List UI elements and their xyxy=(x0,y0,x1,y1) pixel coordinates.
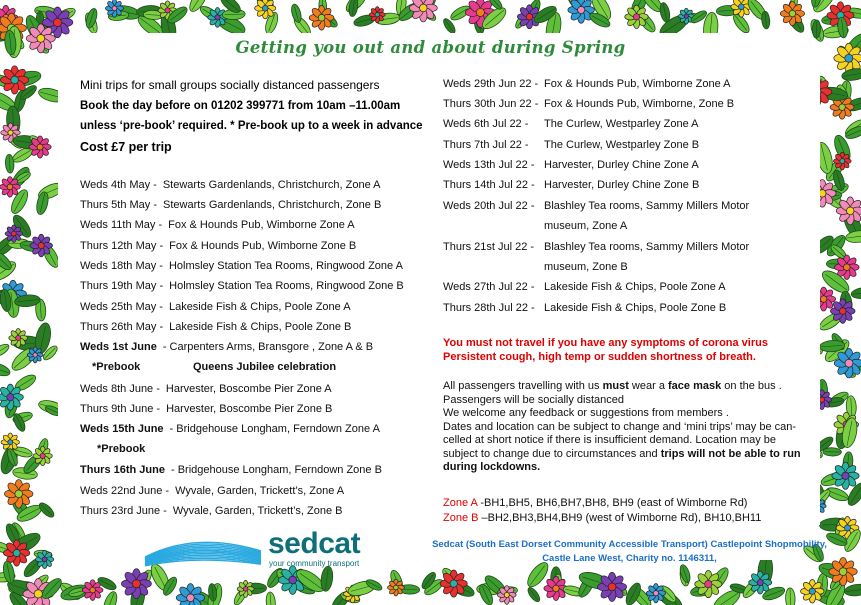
trip-place: Harvester, Durley Chine Zone B xyxy=(544,179,700,191)
trip-place: Blashley Tea rooms, Sammy Millers Motor xyxy=(544,200,750,212)
intro-booking-line: Book the day before on 01202 399771 from 10am –11.00am xyxy=(80,100,401,112)
trip-place: Stewarts Gardenlands, Christchurch, Zone A xyxy=(162,179,381,191)
sedcat-logo xyxy=(141,527,365,569)
trip-place: Lakeside Fish & Chips, Poole Zone B xyxy=(169,321,352,333)
trip-place: Holmsley Station Tea Rooms, Ringwood Zone B xyxy=(169,280,404,292)
trip-place: Harvester, Boscombe Pier Zone A xyxy=(165,383,332,395)
trip-place: Blashley Tea rooms, Sammy Millers Motor xyxy=(544,241,750,253)
trip-date: Weds 13th Jul 22 - xyxy=(443,159,535,171)
intro-prebook-line: unless ‘pre-book’ required. * Pre-book up to a week in advance xyxy=(80,120,423,132)
trip-place: Fox & Hounds Pub, Wimborne Zone A xyxy=(168,219,355,231)
trip-row xyxy=(80,423,380,435)
trip-date: Thurs 16th June xyxy=(80,464,165,476)
trip-date: Thurs 23rd June - xyxy=(80,505,167,517)
footer-charity-info xyxy=(432,538,827,566)
trip-place: Fox & Hounds Pub, Wimborne Zone B xyxy=(169,240,357,252)
trip-date: Weds 11th May - xyxy=(80,219,163,231)
trip-row xyxy=(80,464,382,476)
prebook-note-1: *Prebook xyxy=(92,361,141,373)
mask-rule: All passengers travelling with us must wear a face mask on the bus . xyxy=(443,380,782,392)
trip-place: Harvester, Durley Chine Zone A xyxy=(544,159,699,171)
logo-swoosh-icon xyxy=(141,527,266,569)
trip-date: Thurs 14th Jul 22 - xyxy=(443,179,535,191)
trip-date: Thurs 26th May - xyxy=(80,321,164,333)
passenger-info xyxy=(443,380,813,475)
trip-row xyxy=(80,341,373,353)
trip-date: Weds 8th June - xyxy=(80,383,160,395)
trip-row xyxy=(80,321,351,333)
trip-place: Wyvale, Garden, Trickett’s, Zone B xyxy=(172,505,343,517)
logo-name: sedcat xyxy=(268,527,361,560)
trip-date: Thurs 9th June - xyxy=(80,403,161,415)
trip-place: Lakeside Fish & Chips, Poole Zone B xyxy=(544,302,727,314)
trip-row xyxy=(80,403,332,415)
feedback-note: We welcome any feedback or suggestions from members . xyxy=(443,407,729,419)
trip-place: museum, Zone B xyxy=(544,261,628,273)
trip-date: Thurs 7th Jul 22 - xyxy=(443,139,529,151)
trip-row xyxy=(80,219,355,231)
trip-date: Weds 4th May - xyxy=(80,179,157,191)
trip-place: Stewarts Gardenlands, Christchurch, Zone B xyxy=(163,199,382,211)
zone-b-row: Zone B –BH2,BH3,BH4,BH9 (west of Wimborne Rd), BH10,BH11 xyxy=(443,512,762,524)
covid-warning-line-2: Persistent cough, high temp or sudden shortness of breath. xyxy=(443,351,756,363)
changes-note: Dates and location can be subject to change and ‘mini trips’ may be can-celled at short notice if there is insufficient demand. Location may be subject to change due to circumstances and trips will not be able to run during lockdowns. xyxy=(443,420,801,473)
trip-date: Thurs 5th May - xyxy=(80,199,158,211)
trip-place: Holmsley Station Tea Rooms, Ringwood Zone A xyxy=(168,260,403,272)
trip-row xyxy=(80,240,356,252)
trip-date: Weds 22nd June - xyxy=(80,485,170,497)
trip-date: Weds 18th May - xyxy=(80,260,163,272)
trip-date: Thurs 28th Jul 22 - xyxy=(443,302,535,314)
trip-row xyxy=(80,301,351,313)
poster-title: Getting you out and about during Spring xyxy=(235,38,626,57)
zone-a-row: Zone A -BH1,BH5, BH6,BH7,BH8, BH9 (east of Wimborne Rd) xyxy=(443,497,748,509)
distancing-note: Passengers will be socially distanced xyxy=(443,393,624,406)
trip-place: Fox & Hounds Pub, Wimborne Zone A xyxy=(544,78,731,90)
trip-date: Weds 27th Jul 22 - xyxy=(443,281,535,293)
trip-place: Harvester, Boscombe Pier Zone B xyxy=(166,403,333,415)
trip-place: Fox & Hounds Pub, Wimborne, Zone B xyxy=(544,98,735,110)
trip-row xyxy=(80,383,332,395)
intro-line-1: Mini trips for small groups socially distanced passengers xyxy=(80,78,380,92)
trip-row xyxy=(80,179,381,191)
trip-place: - Bridgehouse Longham, Ferndown Zone B xyxy=(170,464,382,476)
covid-warning-line-1: You must not travel if you have any symptoms of corona virus xyxy=(443,337,768,349)
trip-place: The Curlew, Westparley Zone B xyxy=(544,139,700,151)
trip-date: Thurs 21st Jul 22 - xyxy=(443,241,535,253)
prebook-note-2: *Prebook xyxy=(97,443,146,455)
trip-row xyxy=(80,260,403,272)
trip-cost: Cost £7 per trip xyxy=(80,140,172,154)
trip-date: Weds 29th Jun 22 - xyxy=(443,78,539,90)
trip-row xyxy=(80,505,342,517)
trip-date: Weds 6th Jul 22 - xyxy=(443,118,529,130)
trip-place: Lakeside Fish & Chips, Poole Zone A xyxy=(544,281,726,293)
jubilee-note: Queens Jubilee celebration xyxy=(193,361,337,373)
trip-place: - Bridgehouse Longham, Ferndown Zone A xyxy=(169,423,380,435)
trip-place: - Carpenters Arms, Bransgore , Zone A & B xyxy=(162,341,374,353)
trip-row xyxy=(80,485,344,497)
trip-date: Thurs 30th Jun 22 - xyxy=(443,98,539,110)
footer-line-1: Sedcat (South East Dorset Community Accessible Transport) Castlepoint Shopmobility, xyxy=(432,539,827,550)
trip-place: Wyvale, Garden, Trickett’s, Zone A xyxy=(175,485,345,497)
logo-tagline: your community transport xyxy=(269,559,360,568)
trip-date: Weds 15th June xyxy=(80,423,164,435)
trip-row xyxy=(80,280,404,292)
trip-row xyxy=(80,199,381,211)
footer-line-2: Castle Lane West, Charity no. 1146311, xyxy=(542,553,717,564)
trip-place: The Curlew, Westparley Zone A xyxy=(544,118,699,130)
trip-date: Weds 20th Jul 22 - xyxy=(443,200,535,212)
trip-date: Weds 1st June xyxy=(80,341,157,353)
trip-date: Thurs 12th May - xyxy=(80,240,164,252)
trip-place: Lakeside Fish & Chips, Poole Zone A xyxy=(168,301,351,313)
trip-place: museum, Zone A xyxy=(544,220,628,232)
trip-date: Weds 25th May - xyxy=(80,301,163,313)
trip-date: Thurs 19th May - xyxy=(80,280,164,292)
